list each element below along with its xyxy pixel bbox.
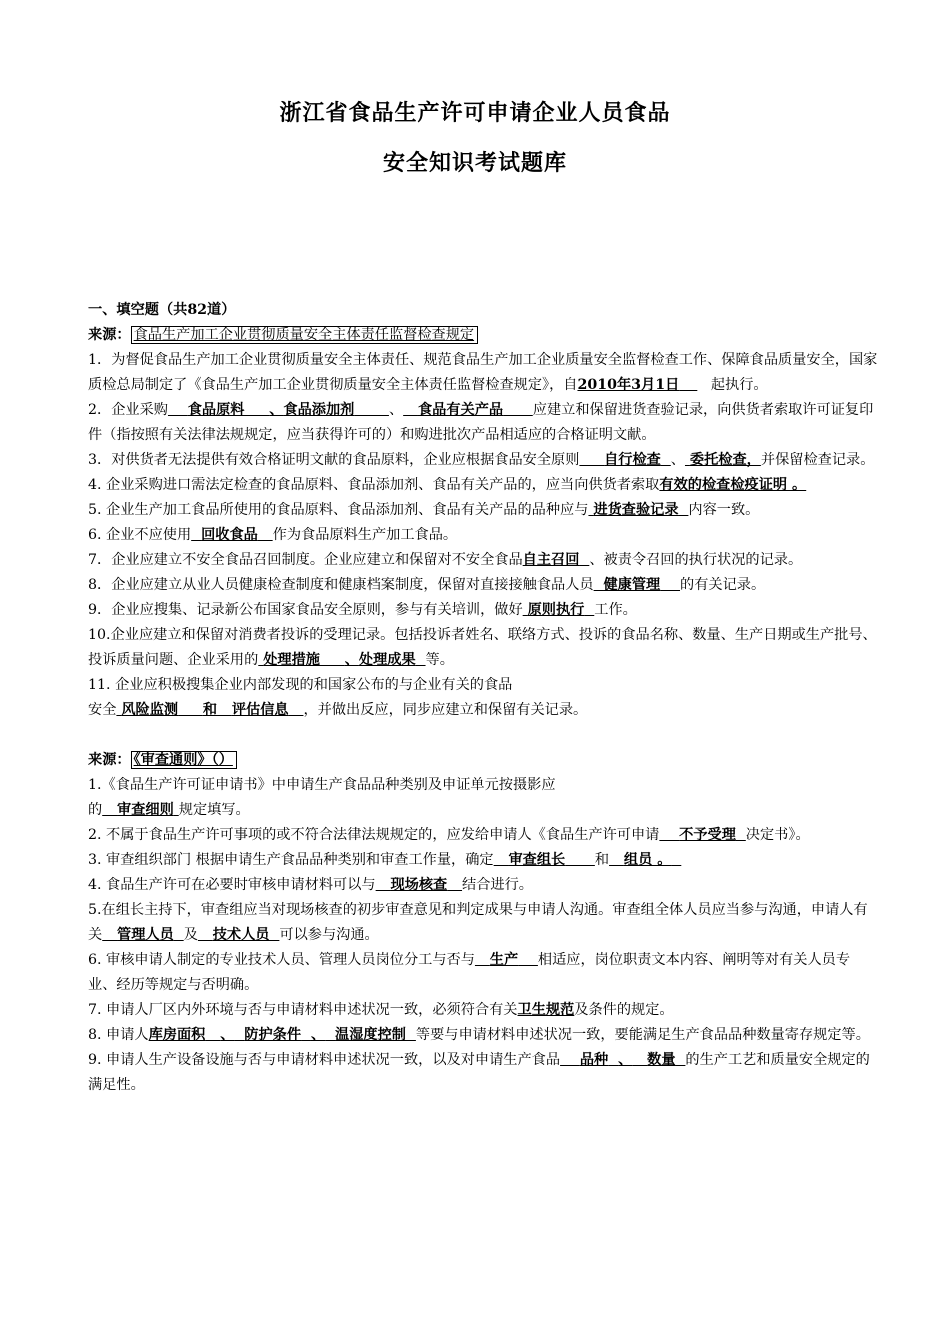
question-text: 3．对供货者无法提供有效合格证明文献的食品原料，企业应根据食品安全原则 — [88, 452, 580, 468]
question-text: 起执行。 — [710, 377, 768, 393]
question-text: 6. 企业不应使用 — [88, 527, 192, 543]
question-10 — [88, 623, 878, 673]
question-text: 的 — [88, 802, 103, 818]
question-9 — [88, 598, 878, 623]
separator: 、 — [269, 402, 284, 418]
question-2-2 — [88, 823, 878, 848]
question-1 — [88, 348, 878, 398]
answer-blank: 数量 — [647, 1052, 676, 1068]
answer-blank: 评估信息 — [231, 702, 289, 718]
question-text: 5.在组长主持下，审查组应当对现场核查的初步审查意见和判定成果与申请人沟通。审查组全体人员应当参与沟通，申请人有关 — [88, 902, 868, 943]
answer-blank: 生产 — [489, 952, 519, 968]
source-label: 来源： — [88, 327, 131, 343]
question-text: 5. 企业生产加工食品所使用的食品原料、食品添加剂、食品有关产品的品种应与 — [88, 502, 589, 518]
source-label: 来源： — [88, 752, 131, 768]
separator: 、 — [310, 1027, 326, 1043]
question-text: 11. 企业应积极搜集企业内部发现的和国家公布的与企业有关的食品 — [88, 677, 513, 693]
separator: 、 — [344, 652, 359, 668]
source-line — [88, 323, 878, 348]
question-text: ，并做出反应，同步应建立和保留有关记录。 — [303, 702, 588, 718]
document-title-line2: 安全知识考试题库 — [382, 150, 567, 176]
question-3 — [88, 448, 878, 473]
question-2-6 — [88, 948, 878, 998]
question-text: 9. 申请人生产设备设施与否与申请材料申述状况一致，以及对申请生产食品 — [88, 1052, 561, 1068]
question-text: 应建立和保留进货查验记录，向供货者索取许可证复印件（指按照有关法律法规规定，应当获得许可的）和购进批次产品相适应的合格证明文献。 — [88, 402, 874, 443]
question-text: 规定填写。 — [178, 802, 250, 818]
answer-blank: 食品添加剂 — [283, 402, 355, 418]
answer-blank: 卫生规范 — [517, 1002, 575, 1018]
separator: 、 — [388, 402, 404, 418]
source-title: 食品生产加工企业贯彻质量安全主体责任监督检查规定 — [131, 326, 479, 344]
question-text: 7. 申请人厂区内外环境与否与申请材料申述状况一致，必须符合有关 — [88, 1002, 518, 1018]
question-2-5 — [88, 898, 878, 948]
question-text: 8．企业应建立从业人员健康检查制度和健康档案制度，保留对直接接触食品人员 — [88, 577, 594, 593]
answer-blank: 库房面积 — [148, 1027, 206, 1043]
question-7 — [88, 548, 878, 573]
question-text: 1．为督促食品生产加工企业贯彻质量安全主体责任、规范食品生产加工企业质量安全监督检查工作、保障食品质量安全，国家质检总局制定了《食品生产加工企业贯彻质量安全主体责任监督检查规定》，自 — [88, 352, 878, 393]
answer-blank: 处理成果 — [358, 652, 416, 668]
answer-blank: 管理人员 — [117, 927, 174, 943]
question-text: 3. 审查组织部门 根据申请生产食品品种类别和审查工作量，确定 — [88, 852, 494, 868]
separator: 和 — [202, 702, 218, 718]
question-text: 并保留检查记录。 — [760, 452, 875, 468]
question-text: 相适应，岗位职责文本内容、阐明等对有关人员专业、经历等规定与否明确。 — [88, 952, 851, 993]
question-text: 6. 审核申请人制定的专业技术人员、管理人员岗位分工与否与 — [88, 952, 475, 968]
question-2-8 — [88, 1023, 878, 1048]
question-text: 及条件的规定。 — [574, 1002, 674, 1018]
answer-blank: 自主召回 — [522, 552, 580, 568]
document-title-line1: 浙江省食品生产许可申请企业人员食品 — [279, 100, 671, 126]
question-text: 等要与申请材料申述状况一致，要能满足生产食品品种数量寄存规定等。 — [415, 1027, 870, 1043]
question-text: 4. 食品生产许可在必要时审核申请材料可以与 — [88, 877, 376, 893]
separator: 、 — [220, 1027, 235, 1043]
document-body — [88, 298, 878, 1098]
question-2-9 — [88, 1048, 878, 1098]
question-text: 结合进行。 — [462, 877, 533, 893]
answer-blank: 审查组长 — [508, 852, 566, 868]
question-text: 4. 企业采购进口需法定检查的食品原料、食品添加剂、食品有关产品的，应当向供货者索取 — [88, 477, 660, 493]
question-text: 10.企业应建立和保留对消费者投诉的受理记录。包括投诉者姓名、联络方式、投诉的食品名称、数量、生产日期或生产批号、投诉质量问题、企业采用的 — [88, 627, 877, 668]
question-text: 等。 — [425, 652, 454, 668]
answer-blank: 委托检查， — [689, 452, 761, 468]
question-text: 9．企业应搜集、记录新公布国家食品安全原则，参与有关培训，做好 — [88, 602, 523, 618]
question-text: 内容一致。 — [688, 502, 760, 518]
answer-blank: 处理措施 — [263, 652, 320, 668]
answer-blank: 风险监测 — [121, 702, 179, 718]
question-text: 、被责令召回的执行状况的记录。 — [589, 552, 803, 568]
answer-blank: 不予受理 — [679, 827, 736, 843]
question-text: 工作。 — [594, 602, 637, 618]
question-11 — [88, 673, 878, 723]
section-heading: 一、填空题（共82道） — [88, 302, 236, 318]
question-text: 的有关记录。 — [680, 577, 766, 593]
question-text: 1.《食品生产许可证申请书》中申请生产食品品种类别及申证单元按摄影应 — [88, 777, 556, 793]
question-text: 的生产工艺和质量安全规定的满足性。 — [88, 1052, 870, 1093]
question-text: 2．企业采购 — [88, 402, 168, 418]
separator: 、 — [670, 452, 685, 468]
source-title: 《审查通则》（） — [131, 751, 237, 769]
question-text: 作为食品原料生产加工食品。 — [272, 527, 458, 543]
answer-blank: 自行检查 — [604, 452, 661, 468]
answer-blank: 回收食品 — [201, 527, 258, 543]
answer-blank: 有效的检查检疫证明 。 — [659, 477, 807, 493]
answer-blank: 防护条件 — [244, 1027, 302, 1043]
question-2-3 — [88, 848, 878, 873]
answer-blank: 2010年3月1日 — [577, 377, 680, 393]
question-8 — [88, 573, 878, 598]
question-2 — [88, 398, 878, 448]
question-text: 安全 — [88, 702, 117, 718]
answer-blank: 健康管理 — [603, 577, 661, 593]
answer-blank: 原则执行 — [527, 602, 585, 618]
answer-blank: 食品原料 — [187, 402, 245, 418]
answer-blank: 技术人员 — [212, 927, 270, 943]
separator: 、 — [618, 1052, 633, 1068]
question-4 — [88, 473, 878, 498]
question-text: 2. 不属于食品生产许可事项的或不符合法律法规规定的，应发给申请人《食品生产许可申请 — [88, 827, 660, 843]
question-text: 可以参与沟通。 — [279, 927, 379, 943]
question-2-1 — [88, 773, 878, 823]
question-6 — [88, 523, 878, 548]
question-5 — [88, 498, 878, 523]
source-line — [88, 748, 878, 773]
question-text: 决定书》。 — [745, 827, 810, 843]
answer-blank: 审查细则 — [117, 802, 174, 818]
question-text: 7．企业应建立不安全食品召回制度。企业应建立和保留对不安全食品 — [88, 552, 523, 568]
answer-blank: 现场核查 — [390, 877, 448, 893]
question-text: 8. 申请人 — [88, 1027, 149, 1043]
question-2-4 — [88, 873, 878, 898]
question-2-7 — [88, 998, 878, 1023]
separator: 及 — [183, 927, 198, 943]
answer-blank: 食品有关产品 — [417, 402, 504, 418]
answer-blank: 进货查验记录 — [593, 502, 679, 518]
answer-blank: 品种 — [579, 1052, 609, 1068]
answer-blank: 组员 。 — [623, 852, 672, 868]
separator: 和 — [594, 852, 610, 868]
answer-blank: 温湿度控制 — [335, 1027, 406, 1043]
